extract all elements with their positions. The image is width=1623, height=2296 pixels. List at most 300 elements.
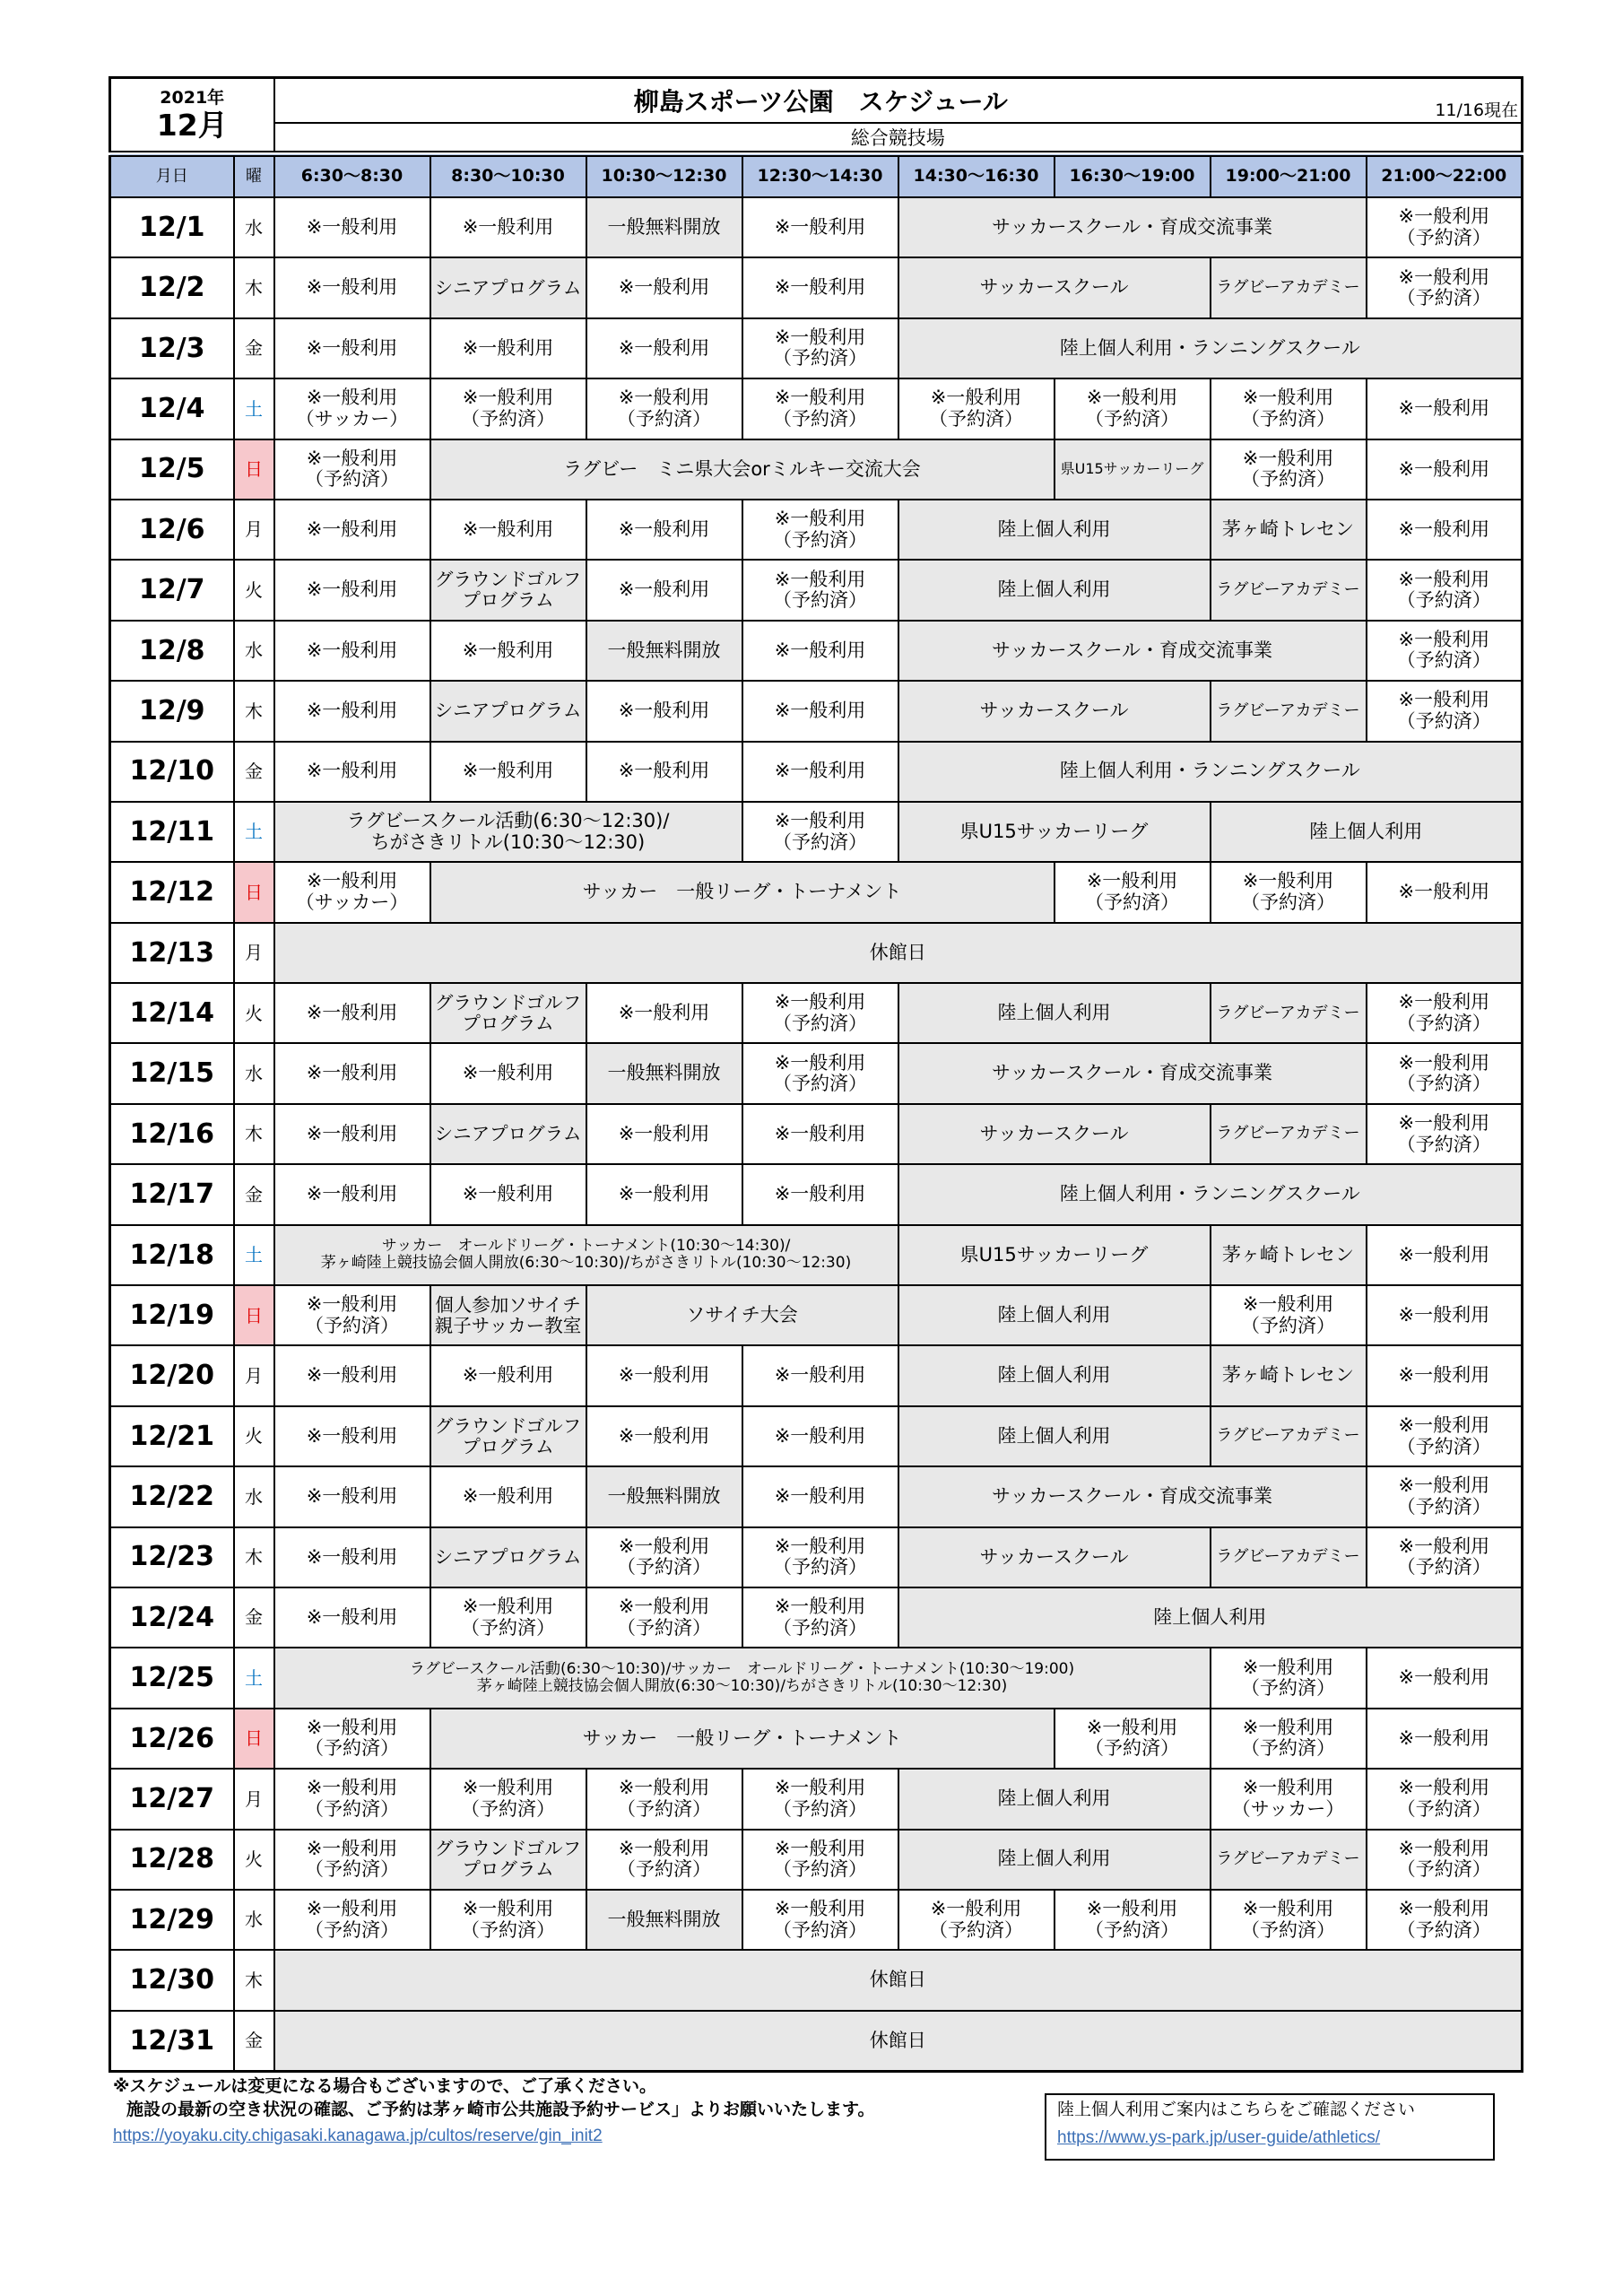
slot-cell (1367, 621, 1523, 681)
weekday-cell-text: 日 (245, 1727, 263, 1750)
slot-cell (1055, 1709, 1211, 1769)
slot-cell-text: ※一般利用 (306, 1364, 398, 1387)
slot-cell-text: ※一般利用 (618, 1183, 710, 1205)
event-cell (430, 983, 586, 1043)
event-cell-text: シニアプログラム (434, 1123, 582, 1145)
slot-cell-text: ※一般利用 (774, 276, 866, 299)
slot-cell (586, 1830, 742, 1890)
date-cell (110, 1406, 234, 1466)
weekday-cell (234, 1043, 274, 1103)
weekday-cell (234, 1830, 274, 1890)
slot-cell (274, 1466, 430, 1526)
slot-cell (1367, 439, 1523, 500)
event-cell-text: ラグビー ミニ県大会orミルキー交流大会 (563, 457, 921, 480)
event-cell (1211, 802, 1523, 862)
date-cell-text: 12/6 (138, 513, 205, 545)
date-cell (110, 1769, 234, 1829)
slot-cell-text: ※一般利用 (774, 1424, 866, 1447)
event-cell (1211, 560, 1367, 620)
date-cell-text: 12/8 (138, 634, 205, 666)
schedule-row (110, 2011, 1523, 2072)
date-cell-text: 12/24 (129, 1601, 214, 1633)
event-cell-text: 個人参加ソサイチ 親子サッカー教室 (434, 1293, 582, 1336)
date-cell (110, 439, 234, 500)
slot-cell (742, 197, 898, 257)
column-header-weekday (234, 154, 274, 198)
slot-cell (1367, 1648, 1523, 1708)
schedule-row (110, 1527, 1523, 1587)
slot-cell (742, 500, 898, 560)
event-cell (898, 560, 1211, 620)
schedule-table (108, 76, 1523, 2073)
slot-cell (586, 1164, 742, 1224)
slot-cell (1367, 862, 1523, 922)
slot-cell-text: ※一般利用 (774, 700, 866, 722)
date-cell-text: 12/18 (129, 1239, 214, 1271)
event-cell (1211, 257, 1367, 317)
slot-cell-text: ※一般利用 (774, 1364, 866, 1387)
slot-cell-text: ※一般利用 (306, 1424, 398, 1447)
event-cell-text: ラグビーアカデミー (1216, 1124, 1360, 1144)
reservation-note: 施設の最新の空き状況の確認、ご予約は茅ヶ崎市公共施設予約サービス」よりお願いいたします。 (126, 2100, 875, 2119)
event-cell-text: 陸上個人利用 (1309, 820, 1423, 842)
schedule-row (110, 1225, 1523, 1285)
schedule-row (110, 1043, 1523, 1103)
weekday-cell (234, 1406, 274, 1466)
event-cell (898, 318, 1523, 378)
slot-cell-text: ※一般利用 (1398, 457, 1490, 480)
event-cell (898, 257, 1211, 317)
column-header-text: 14:30〜16:30 (913, 166, 1039, 187)
slot-cell (1211, 1648, 1367, 1708)
schedule-row (110, 1890, 1523, 1950)
slot-cell (430, 197, 586, 257)
date-cell (110, 2011, 234, 2072)
event-cell-text: サッカースクール (979, 276, 1129, 299)
schedule-row (110, 983, 1523, 1043)
slot-cell (586, 500, 742, 560)
slot-cell-text: ※一般利用 （予約済） (305, 1716, 399, 1760)
slot-cell (586, 1527, 742, 1587)
date-cell-text: 12/1 (138, 211, 205, 243)
slot-cell-text: ※一般利用 （予約済） (1396, 1474, 1491, 1518)
schedule-row (110, 560, 1523, 620)
event-cell-text: 陸上個人利用・ランニングスクール (1059, 336, 1360, 359)
slot-cell (1211, 1285, 1367, 1345)
slot-cell (430, 1164, 586, 1224)
slot-cell (430, 1466, 586, 1526)
slot-cell-text: ※一般利用 （予約済） (1396, 1051, 1491, 1095)
event-cell-text: サッカースクール・育成交流事業 (991, 639, 1273, 661)
slot-cell-text: ※一般利用 （サッカー） (295, 387, 409, 430)
weekday-cell (234, 862, 274, 922)
event-cell (586, 1466, 742, 1526)
slot-cell-text: ※一般利用 （予約済） (1396, 205, 1491, 248)
year-month-cell (110, 78, 274, 154)
event-cell-text: サッカー オールドリーグ・トーナメント(10:30〜14:30)/ 茅ヶ崎陸上競技協会個人開放(6:30〜10:30)/ちがさきリトル(10:30〜12:30) (320, 1237, 852, 1273)
slot-cell-text: ※一般利用 (1398, 517, 1490, 540)
event-cell-text: 陸上個人利用 (997, 1787, 1111, 1810)
date-cell-text: 12/20 (129, 1360, 214, 1392)
slot-cell (742, 802, 898, 862)
slot-cell (1211, 1709, 1367, 1769)
date-cell-text: 12/4 (138, 393, 205, 425)
schedule-body (110, 197, 1523, 2072)
date-cell-text: 12/22 (129, 1481, 214, 1513)
slot-cell (274, 1587, 430, 1648)
event-cell (274, 1225, 898, 1285)
slot-cell-text: ※一般利用 (306, 1002, 398, 1024)
event-cell-text: 陸上個人利用 (997, 517, 1111, 540)
weekday-cell (234, 378, 274, 439)
column-header-text: 曜 (246, 166, 262, 186)
event-cell-text: シニアプログラム (434, 276, 582, 299)
slot-cell-text: ※一般利用 （予約済） (305, 1777, 399, 1820)
event-cell-text: ラグビースクール活動(6:30〜10:30)/サッカー オールドリーグ・トーナメント(10:30〜19:00) 茅ヶ崎陸上競技協会個人開放(6:30〜10:30)/ちがさきリトル(10:30〜12:30) (409, 1660, 1075, 1696)
event-cell (586, 621, 742, 681)
schedule-change-note: ※スケジュールは変更になる場合もございますので、ご了承ください。 (113, 2076, 656, 2096)
slot-cell-text: ※一般利用 （予約済） (773, 1596, 867, 1639)
event-cell (898, 1527, 1211, 1587)
reservation-service-link[interactable]: https://yoyaku.city.chigasaki.kanagawa.jp/cultos/reserve/gin_init2 (113, 2126, 603, 2145)
weekday-cell (234, 1890, 274, 1950)
weekday-cell (234, 1950, 274, 2010)
event-cell (430, 1285, 586, 1345)
weekday-cell-text: 水 (245, 1062, 263, 1084)
slot-cell (586, 1769, 742, 1829)
slot-cell-text: ※一般利用 (618, 700, 710, 722)
slot-cell (586, 257, 742, 317)
slot-cell (274, 500, 430, 560)
weekday-cell (234, 1285, 274, 1345)
event-cell-text: サッカースクール・育成交流事業 (991, 215, 1273, 238)
slot-cell-text: ※一般利用 （予約済） (773, 991, 867, 1034)
slot-cell-text: ※一般利用 (462, 1062, 554, 1084)
date-cell (110, 1164, 234, 1224)
slot-cell (742, 1587, 898, 1648)
date-cell-text: 12/10 (129, 755, 214, 787)
schedule-row (110, 1164, 1523, 1224)
slot-cell-text: ※一般利用 （予約済） (1396, 1777, 1491, 1820)
slot-cell (586, 983, 742, 1043)
slot-cell (430, 500, 586, 560)
event-cell-text: 県U15サッカーリーグ (1060, 460, 1204, 478)
slot-cell (1367, 1104, 1523, 1164)
slot-cell-text: ※一般利用 （予約済） (773, 1898, 867, 1941)
event-cell (430, 1104, 586, 1164)
weekday-cell-text: 木 (245, 1969, 263, 1991)
slot-cell (742, 1466, 898, 1526)
slot-cell-text: ※一般利用 (774, 760, 866, 782)
weekday-cell (234, 983, 274, 1043)
event-cell (1211, 1225, 1367, 1285)
schedule-row (110, 1587, 1523, 1648)
date-cell (110, 197, 234, 257)
schedule-row (110, 1104, 1523, 1164)
weekday-cell (234, 1587, 274, 1648)
slot-cell (742, 1527, 898, 1587)
date-cell-text: 12/21 (129, 1420, 214, 1452)
slot-cell (1367, 1527, 1523, 1587)
event-cell (898, 1225, 1211, 1285)
slot-cell-text: ※一般利用 （予約済） (461, 1777, 555, 1820)
slot-cell-text: ※一般利用 （予約済） (929, 387, 1023, 430)
schedule-row (110, 439, 1523, 500)
facility-name: 総合競技場 (850, 127, 945, 149)
weekday-cell-text: 日 (245, 881, 263, 903)
event-cell-text: サッカースクール (979, 1545, 1129, 1568)
event-cell (898, 1466, 1367, 1526)
event-cell (1211, 681, 1367, 741)
event-cell-text: サッカースクール (979, 700, 1129, 722)
slot-cell-text: ※一般利用 （予約済） (617, 1777, 711, 1820)
date-cell-text: 12/29 (129, 1903, 214, 1935)
event-cell (1211, 500, 1367, 560)
event-cell-text: 陸上個人利用・ランニングスクール (1059, 1183, 1360, 1205)
slot-cell (430, 1587, 586, 1648)
event-cell (898, 1285, 1211, 1345)
date-cell (110, 500, 234, 560)
slot-cell (742, 560, 898, 620)
event-cell (898, 1830, 1211, 1890)
weekday-cell (234, 2011, 274, 2072)
slot-cell (1367, 1890, 1523, 1950)
event-cell (430, 1709, 1055, 1769)
slot-cell-text: ※一般利用 (306, 1183, 398, 1205)
slot-cell (274, 1527, 430, 1587)
slot-cell (274, 983, 430, 1043)
slot-cell (1367, 1709, 1523, 1769)
slot-cell (1211, 378, 1367, 439)
slot-cell (274, 1043, 430, 1103)
weekday-cell-text: 土 (245, 1244, 263, 1266)
slot-cell (274, 742, 430, 802)
slot-cell (742, 742, 898, 802)
weekday-cell-text: 火 (245, 578, 263, 601)
weekday-cell (234, 1345, 274, 1405)
event-cell (430, 439, 1055, 500)
date-cell-text: 12/2 (138, 272, 205, 304)
slot-cell (1055, 862, 1211, 922)
weekday-cell (234, 560, 274, 620)
slot-cell (274, 681, 430, 741)
weekday-cell (234, 802, 274, 862)
slot-cell-text: ※一般利用 (1398, 1726, 1490, 1749)
date-cell (110, 1890, 234, 1950)
date-cell-text: 12/14 (129, 996, 214, 1029)
slot-cell-text: ※一般利用 (306, 215, 398, 238)
slot-cell-text: ※一般利用 （予約済） (1241, 447, 1335, 491)
date-cell (110, 378, 234, 439)
slot-cell (586, 1345, 742, 1405)
event-cell (274, 802, 742, 862)
date-cell-text: 12/13 (129, 936, 214, 969)
event-cell-text: 陸上個人利用 (997, 578, 1111, 601)
weekday-cell-text: 火 (245, 1425, 263, 1448)
slot-cell (1211, 1890, 1367, 1950)
date-cell (110, 742, 234, 802)
slot-cell (742, 1890, 898, 1950)
column-header-slot (1211, 154, 1367, 198)
as-of-date: 11/16現在 (1435, 100, 1519, 120)
weekday-cell-text: 水 (245, 1909, 263, 1931)
slot-cell (1367, 500, 1523, 560)
column-header-text: 6:30〜8:30 (300, 166, 404, 187)
weekday-cell-text: 日 (245, 458, 263, 481)
event-cell-text: 陸上個人利用 (997, 1303, 1111, 1326)
event-cell-text: ラグビーアカデミー (1216, 700, 1360, 720)
slot-cell (742, 1406, 898, 1466)
slot-cell-text: ※一般利用 (306, 1122, 398, 1144)
event-cell (430, 681, 586, 741)
schedule-row (110, 1285, 1523, 1345)
slot-cell (586, 318, 742, 378)
event-cell (1211, 983, 1367, 1043)
athletics-guide-link[interactable]: https://www.ys-park.jp/user-guide/athletics/ (1057, 2128, 1381, 2147)
title-row (110, 78, 1523, 124)
date-cell (110, 1830, 234, 1890)
schedule-row (110, 1830, 1523, 1890)
weekday-cell-text: 木 (245, 1123, 263, 1145)
column-header-slot (898, 154, 1055, 198)
event-cell (430, 1527, 586, 1587)
weekday-cell-text: 土 (245, 821, 263, 843)
slot-cell (430, 742, 586, 802)
slot-cell-text: ※一般利用 （予約済） (305, 1837, 399, 1881)
slot-cell-text: ※一般利用 (1398, 1243, 1490, 1265)
slot-cell-text: ※一般利用 (306, 1605, 398, 1628)
column-header-date (110, 154, 234, 198)
slot-cell-text: ※一般利用 (1398, 881, 1490, 903)
schedule-row (110, 1709, 1523, 1769)
slot-cell-text: ※一般利用 （予約済） (617, 1535, 711, 1578)
schedule-row (110, 862, 1523, 922)
slot-cell (274, 862, 430, 922)
slot-cell-text: ※一般利用 (618, 1424, 710, 1447)
column-header-slot (274, 154, 430, 198)
slot-cell-text: ※一般利用 (774, 215, 866, 238)
slot-cell (1367, 197, 1523, 257)
weekday-cell (234, 1466, 274, 1526)
event-cell-text: シニアプログラム (434, 700, 582, 722)
event-cell (274, 2011, 1523, 2072)
column-header-slot (586, 154, 742, 198)
slot-cell (1211, 439, 1367, 500)
slot-cell-text: ※一般利用 （予約済） (1396, 991, 1491, 1034)
event-cell (274, 1648, 1211, 1708)
weekday-cell-text: 火 (245, 1002, 263, 1024)
slot-cell (1055, 1890, 1211, 1950)
slot-cell-text: ※一般利用 (618, 760, 710, 782)
date-cell (110, 1527, 234, 1587)
slot-cell-text: ※一般利用 (618, 1002, 710, 1024)
column-header-slot (1367, 154, 1523, 198)
weekday-cell-text: 金 (245, 2030, 263, 2052)
event-cell-text: 茅ヶ崎トレセン (1222, 1243, 1354, 1265)
slot-cell-text: ※一般利用 (306, 517, 398, 540)
date-cell-text: 12/19 (129, 1299, 214, 1331)
slot-cell-text: ※一般利用 （予約済） (773, 568, 867, 612)
date-cell-text: 12/25 (129, 1662, 214, 1694)
weekday-cell-text: 金 (245, 337, 263, 360)
slot-cell (742, 1043, 898, 1103)
event-cell (898, 1769, 1211, 1829)
slot-cell (1367, 1285, 1523, 1345)
event-cell-text: 茅ヶ崎トレセン (1222, 517, 1354, 540)
slot-cell-text: ※一般利用 （予約済） (1241, 870, 1335, 913)
event-cell (898, 1587, 1523, 1648)
weekday-cell-text: 木 (245, 276, 263, 299)
event-cell (898, 197, 1367, 257)
weekday-cell-text: 月 (245, 942, 263, 964)
title-cell (274, 78, 1523, 124)
slot-cell (274, 439, 430, 500)
slot-cell (430, 1043, 586, 1103)
slot-cell (742, 318, 898, 378)
date-cell-text: 12/27 (129, 1783, 214, 1815)
date-cell (110, 1285, 234, 1345)
slot-cell-text: ※一般利用 （予約済） (1085, 870, 1179, 913)
slot-cell (1211, 1769, 1367, 1829)
slot-cell (274, 378, 430, 439)
slot-cell (274, 1104, 430, 1164)
weekday-cell-text: 水 (245, 639, 263, 662)
date-cell (110, 1104, 234, 1164)
slot-cell (586, 1587, 742, 1648)
weekday-cell (234, 318, 274, 378)
slot-cell-text: ※一般利用 （予約済） (1396, 1112, 1491, 1155)
event-cell (898, 1043, 1367, 1103)
schedule-row (110, 378, 1523, 439)
event-cell-text: 一般無料開放 (607, 1485, 721, 1508)
weekday-cell (234, 1104, 274, 1164)
slot-cell-text: ※一般利用 （予約済） (773, 508, 867, 551)
event-cell-text: 一般無料開放 (607, 1062, 721, 1084)
slot-cell-text: ※一般利用 (618, 578, 710, 601)
slot-cell (274, 1769, 430, 1829)
slot-cell-text: ※一般利用 （予約済） (1396, 1535, 1491, 1578)
slot-cell (274, 560, 430, 620)
date-cell (110, 1225, 234, 1285)
date-cell-text: 12/30 (129, 1964, 214, 1996)
event-cell-text: グラウンドゴルフ プログラム (434, 991, 582, 1034)
schedule-row (110, 621, 1523, 681)
event-cell (274, 923, 1523, 983)
event-cell (586, 197, 742, 257)
event-cell-text: 一般無料開放 (607, 1908, 721, 1930)
date-cell (110, 1648, 234, 1708)
date-cell (110, 257, 234, 317)
slot-cell (742, 378, 898, 439)
slot-cell (430, 1345, 586, 1405)
slot-cell-text: ※一般利用 (306, 276, 398, 299)
weekday-cell (234, 197, 274, 257)
slot-cell (274, 1285, 430, 1345)
slot-cell-text: ※一般利用 (462, 517, 554, 540)
slot-cell (274, 621, 430, 681)
slot-cell-text: ※一般利用 (462, 639, 554, 661)
column-header-text: 16:30〜19:00 (1069, 166, 1195, 187)
slot-cell-text: ※一般利用 （予約済） (1396, 628, 1491, 672)
schedule-row (110, 923, 1523, 983)
slot-cell-text: ※一般利用 （予約済） (305, 447, 399, 491)
slot-cell (1367, 1769, 1523, 1829)
slot-cell (742, 621, 898, 681)
slot-cell (586, 681, 742, 741)
weekday-cell (234, 1225, 274, 1285)
slot-cell (274, 1345, 430, 1405)
slot-cell (1367, 1466, 1523, 1526)
